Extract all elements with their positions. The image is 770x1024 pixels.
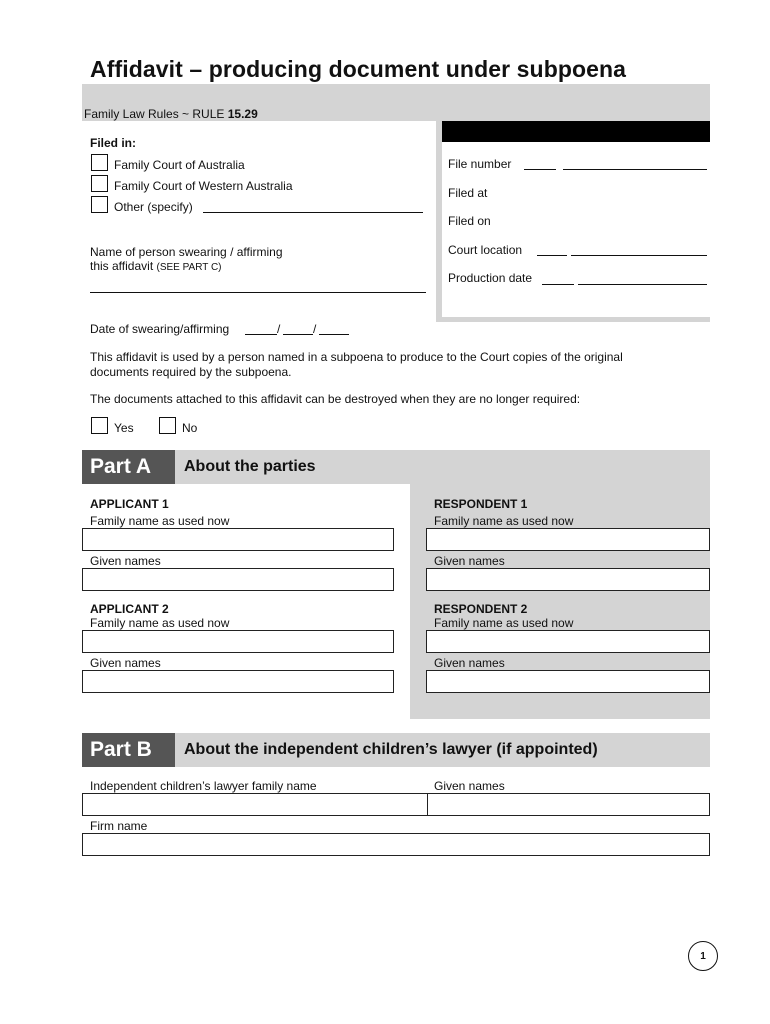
date-sep-1: / (277, 322, 281, 336)
date-day-line[interactable] (245, 334, 277, 335)
firm-name-input[interactable] (82, 833, 710, 856)
part-a-bar (82, 450, 710, 484)
date-month-line[interactable] (283, 334, 313, 335)
swearer-label-line2 (90, 259, 222, 273)
respondent2-given-input[interactable] (426, 670, 710, 693)
page-number-badge: 1 (688, 941, 718, 971)
icl-given-label: Given names (434, 779, 505, 793)
file-number-line-1[interactable] (524, 169, 556, 170)
applicant2-family-input[interactable] (82, 630, 394, 653)
rule-prefix: Family Law Rules ~ RULE (84, 107, 228, 121)
court-location-line-2[interactable] (571, 255, 707, 256)
production-date-label: Production date (448, 271, 533, 285)
part-a-title: About the parties (184, 458, 316, 475)
checkbox-family-court-australia[interactable] (91, 154, 108, 171)
part-a-tag: Part A (82, 450, 175, 484)
court-location-line-1[interactable] (537, 255, 567, 256)
applicant1-family-label: Family name as used now (90, 514, 230, 528)
swearer-name-line[interactable] (90, 292, 426, 293)
respondent1-family-input[interactable] (426, 528, 710, 551)
rule-number: 15.29 (227, 107, 258, 121)
date-swearing-label: Date of swearing/affirming (90, 322, 230, 336)
respondent1-given-input[interactable] (426, 568, 710, 591)
checkbox-family-court-wa[interactable] (91, 175, 108, 192)
court-panel-header (442, 121, 710, 142)
filed-on-label: Filed on (448, 214, 491, 228)
production-date-line-1[interactable] (542, 284, 574, 285)
no-label: No (182, 421, 198, 435)
checkbox-other[interactable] (91, 196, 108, 213)
option-family-court-wa: Family Court of Western Australia (114, 179, 293, 193)
applicant1-family-input[interactable] (82, 528, 394, 551)
court-location-label: Court location (448, 243, 523, 257)
icl-family-label: Independent children’s lawyer family name (90, 779, 317, 793)
swearer-label-note: (SEE PART C) (156, 262, 222, 273)
intro-para1-line1: This affidavit is used by a person named in a subpoena to produce to the Court copies of the original (90, 350, 623, 364)
applicant1-given-label: Given names (90, 554, 161, 568)
respondent2-family-input[interactable] (426, 630, 710, 653)
intro-para2: The documents attached to this affidavit can be destroyed when they are no longer required: (90, 392, 581, 406)
filed-at-label: Filed at (448, 186, 488, 200)
checkbox-no[interactable] (159, 417, 176, 434)
respondent1-family-label: Family name as used now (434, 514, 574, 528)
other-specify-line[interactable] (203, 212, 423, 213)
production-date-line-2[interactable] (578, 284, 707, 285)
respondent1-heading: RESPONDENT 1 (434, 497, 528, 511)
swearer-label-text: this affidavit (90, 259, 154, 273)
respondent2-family-label: Family name as used now (434, 616, 574, 630)
file-number-line-2[interactable] (563, 169, 707, 170)
respondent1-given-label: Given names (434, 554, 505, 568)
yes-label: Yes (114, 421, 134, 435)
applicant2-given-input[interactable] (82, 670, 394, 693)
option-other: Other (specify) (114, 200, 193, 214)
respondent2-heading: RESPONDENT 2 (434, 602, 528, 616)
page-title: Affidavit – producing document under subpoena (90, 56, 627, 82)
intro-para1-line2: documents required by the subpoena. (90, 365, 292, 379)
date-year-line[interactable] (319, 334, 349, 335)
date-sep-2: / (313, 322, 317, 336)
filed-in-label: Filed in: (90, 136, 136, 150)
icl-given-input[interactable] (427, 793, 710, 816)
file-number-label: File number (448, 157, 512, 171)
swearer-label-line1: Name of person swearing / affirming (90, 245, 283, 259)
option-family-court-australia: Family Court of Australia (114, 158, 245, 172)
rule-reference (84, 107, 258, 121)
applicant2-given-label: Given names (90, 656, 161, 670)
part-b-tag: Part B (82, 733, 175, 767)
checkbox-yes[interactable] (91, 417, 108, 434)
applicant2-family-label: Family name as used now (90, 616, 230, 630)
firm-name-label: Firm name (90, 819, 148, 833)
part-b-title: About the independent children’s lawyer (if appointed) (184, 741, 598, 758)
respondent2-given-label: Given names (434, 656, 505, 670)
applicant1-heading: APPLICANT 1 (90, 497, 169, 511)
applicant1-given-input[interactable] (82, 568, 394, 591)
icl-family-input[interactable] (82, 793, 428, 816)
applicant2-heading: APPLICANT 2 (90, 602, 169, 616)
